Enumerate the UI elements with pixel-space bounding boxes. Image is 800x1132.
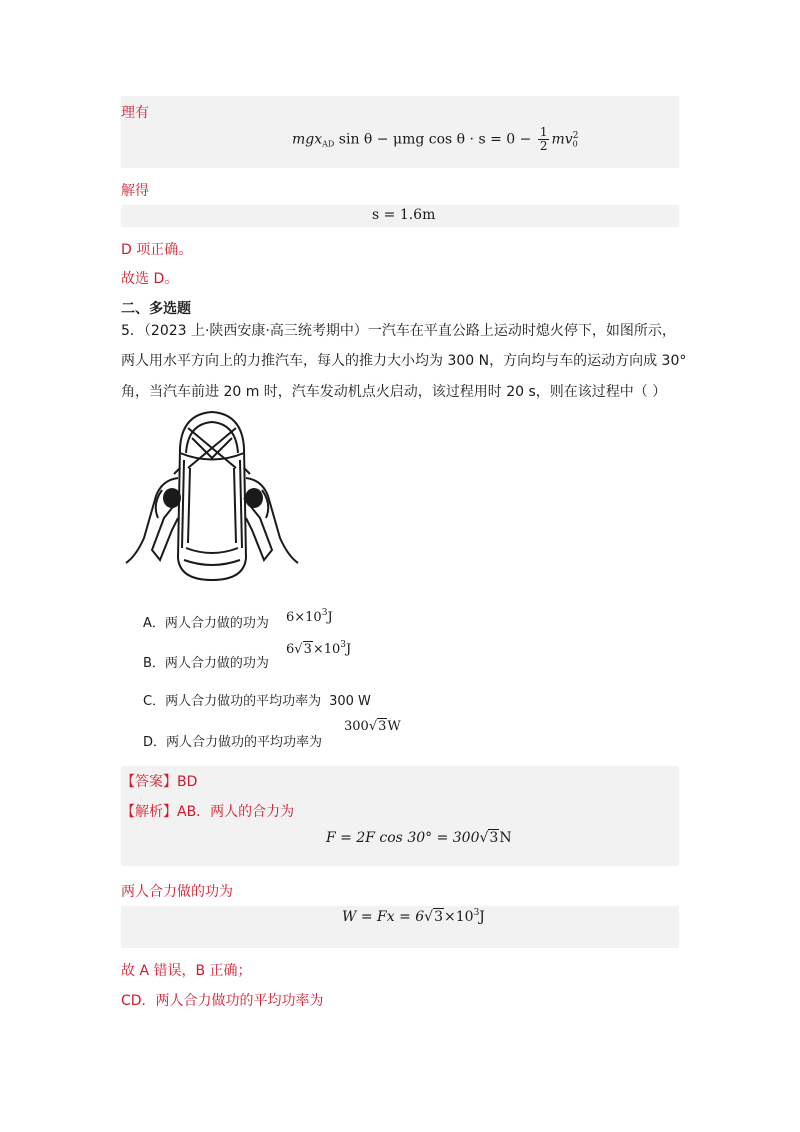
option-b: B．两人合力做的功为 <box>143 656 269 671</box>
analysis-label: 【解析】AB．两人的合力为 <box>121 804 295 820</box>
question-line-1: 5．（2023 上·陕西安康·高三统考期中）一汽车在平直公路上运动时熄火停下，如图所示， <box>121 323 676 339</box>
question-line-2: 两人用水平方向上的力推汽车，每人的推力大小均为 300 N，方向均与车的运动方向成 30° <box>121 353 687 369</box>
equation-energy: mgx$_{AD}$ sin θ − μmg cos θ · s = 0 − $\frac{1}{2}$ $mv_0^2$ <box>292 125 579 153</box>
section-title: 二、多选题 <box>121 301 191 317</box>
option-d-value: 300√3W <box>344 719 401 734</box>
option-d: D．两人合力做功的平均功率为 <box>143 735 323 750</box>
left-person-head <box>163 488 181 508</box>
cd-label: CD．两人合力做功的平均功率为 <box>121 993 324 1009</box>
label-jie-de: 解得 <box>121 183 149 199</box>
right-person-head <box>245 488 263 508</box>
answer-label: 【答案】BD <box>121 774 198 790</box>
a-wrong-text: 故 A 错误，B 正确； <box>121 963 252 979</box>
choose-d-text: 故选 D。 <box>121 271 179 287</box>
question-line-3: 角，当汽车前进 20 m 时，汽车发动机点火启动，该过程用时 20 s，则在该过程中（ ） <box>121 384 667 400</box>
car-pushing-figure <box>122 408 302 583</box>
d-correct-text: D 项正确。 <box>121 242 193 258</box>
equation-F: F = 2F cos 30° = 300√3N <box>326 830 512 846</box>
label-li-you: 理有 <box>121 105 149 121</box>
option-c: C．两人合力做功的平均功率为 300 W <box>143 694 371 709</box>
work-label: 两人合力做的功为 <box>121 884 233 900</box>
equation-W: $W = Fx = 6√3\times 10^3J$ <box>342 908 485 925</box>
fraction-half: $\frac{1}{2}$ <box>539 125 548 153</box>
equation-s: s = 1.6m <box>372 207 436 223</box>
option-a: A．两人合力做的功为 <box>143 616 269 631</box>
option-b-value: $6√3\times 10^3J$ <box>286 640 352 657</box>
option-a-value: $6\times 10^3J$ <box>286 608 333 625</box>
